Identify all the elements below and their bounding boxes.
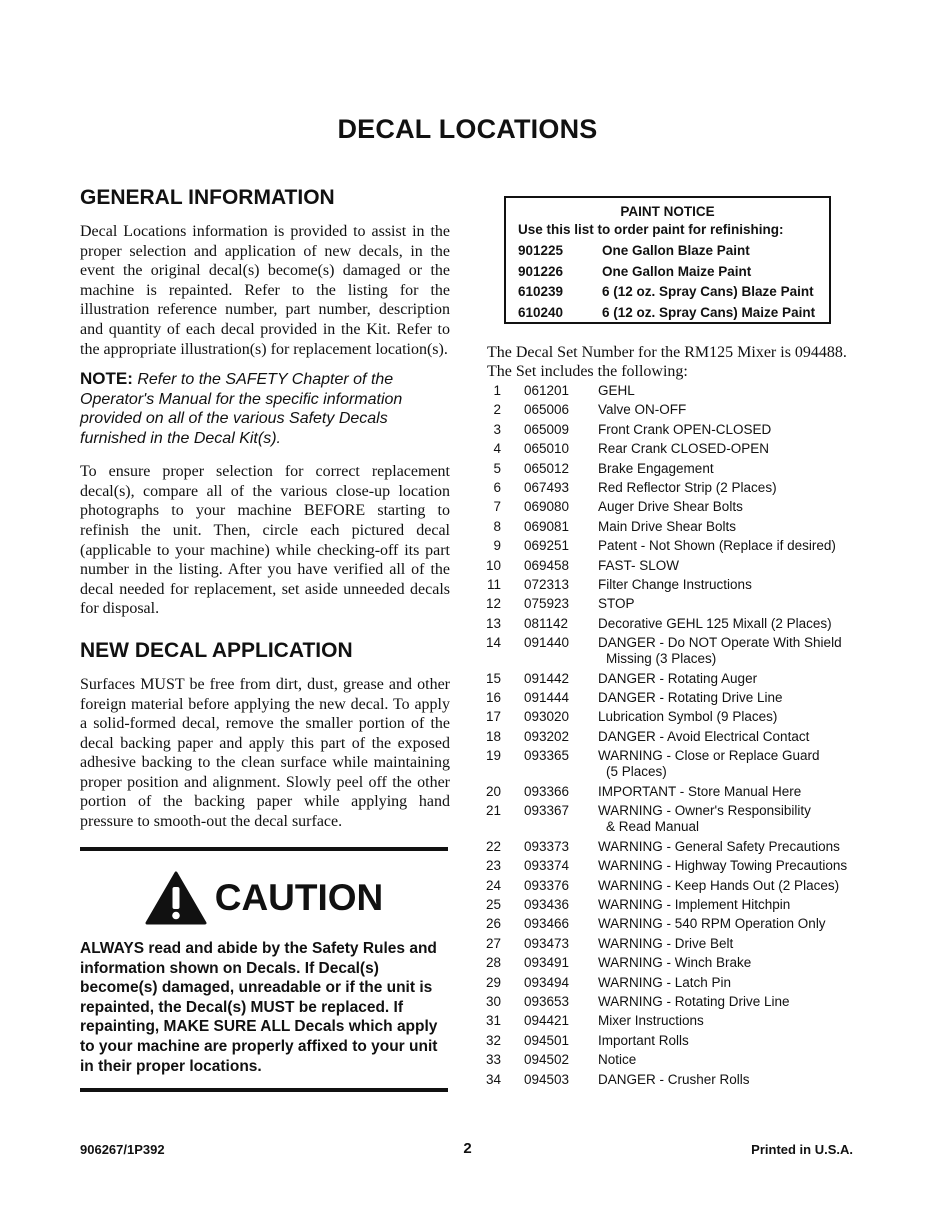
paint-notice-title: PAINT NOTICE [620, 204, 715, 219]
decal-description: DANGER - Do NOT Operate With Shield [598, 635, 842, 651]
decal-row [478, 784, 878, 800]
caution-text: ALWAYS read and abide by the Safety Rules and information shown on Decals. If Decal(s) become(s) damaged, unreadable or if the unit is repainted, the Decal(s) MUST be replaced. If repainting, MAKE SURE ALL Decals which apply to your machine are properly affixed to your unit in their proper locations. [80, 940, 438, 1075]
decal-description: DANGER - Crusher Rolls [598, 1071, 750, 1087]
caution-box [80, 847, 448, 1092]
decal-row [478, 839, 878, 855]
decal-description-cell [598, 803, 868, 835]
decal-set-intro [487, 343, 867, 381]
decal-part-number: 065012 [524, 460, 570, 476]
page-title: DECAL LOCATIONS [337, 114, 598, 144]
decal-description-cell [598, 975, 868, 991]
decal-description-cell [598, 1072, 868, 1088]
decal-part-number: 093491 [524, 955, 570, 971]
general-information-paragraph-2: To ensure proper selection for correct replacement decal(s), compare all of the various close-up location photographs to your machine BEFORE starting to refinish the unit. Then, circle each pictured decal (applicable to your machine) while checking-off its part number in the listing. After you have verified all of the decal needed for replacement, set aside unneeded decals for disposal. [80, 463, 450, 618]
general-information-heading: GENERAL INFORMATION [80, 186, 335, 209]
decal-description-cell [598, 994, 868, 1010]
decal-part-number: 065009 [524, 421, 570, 437]
decal-description-cell [598, 1033, 868, 1049]
decal-description: Rear Crank CLOSED-OPEN [598, 441, 770, 457]
decal-description: GEHL [598, 383, 635, 398]
decal-index: 33 [485, 1052, 501, 1068]
decal-description-continued: (5 Places) [606, 764, 667, 780]
decal-description: Decorative GEHL 125 Mixall (2 Places) [598, 615, 832, 631]
paint-part-number: 901226 [518, 263, 564, 279]
left-column [80, 186, 450, 842]
decal-description: Notice [598, 1052, 637, 1068]
decal-index: 26 [485, 916, 501, 932]
decal-description-cell [598, 461, 868, 477]
note-block [80, 369, 450, 448]
decal-part-number: 093374 [524, 858, 570, 874]
decal-index: 22 [485, 838, 501, 854]
decal-description: WARNING - Latch Pin [598, 974, 732, 990]
decal-part-number: 067493 [524, 479, 570, 495]
decal-part-number: 091444 [524, 690, 570, 706]
decal-part-number: 093473 [524, 935, 570, 951]
decal-row [478, 402, 878, 418]
decal-part-number: 075923 [524, 596, 570, 612]
decal-row [478, 1072, 878, 1088]
decal-index: 27 [485, 935, 501, 951]
decal-index: 30 [485, 993, 501, 1009]
decal-index: 13 [485, 615, 501, 631]
decal-row [478, 616, 878, 632]
paint-description: 6 (12 oz. Spray Cans) Blaze Paint [602, 284, 814, 299]
decal-description: WARNING - Rotating Drive Line [598, 993, 790, 1009]
decal-description: DANGER - Avoid Electrical Contact [598, 728, 810, 744]
decal-list [478, 383, 878, 1091]
decal-description: Front Crank OPEN-CLOSED [598, 421, 772, 437]
decal-part-number: 081142 [524, 615, 569, 631]
footer-page-number: 2 [463, 1140, 472, 1157]
decal-index: 15 [485, 670, 501, 686]
decal-index: 20 [485, 783, 501, 799]
decal-description-cell [598, 839, 868, 855]
decal-description-cell [598, 936, 868, 952]
footer-doc-number: 906267/1P392 [80, 1142, 165, 1157]
decal-part-number: 065006 [524, 402, 570, 418]
decal-description: WARNING - Owner's Responsibility [598, 803, 811, 819]
decal-part-number: 091440 [524, 635, 570, 651]
decal-part-number: 093436 [524, 896, 570, 912]
decal-description: WARNING - Close or Replace Guard [598, 748, 820, 764]
decal-description: Mixer Instructions [598, 1013, 704, 1029]
decal-row [478, 858, 878, 874]
decal-description: WARNING - Implement Hitchpin [598, 896, 791, 912]
decal-row [478, 709, 878, 725]
decal-part-number: 093373 [524, 838, 570, 854]
paint-notice-subtitle: Use this list to order paint for refinishing: [518, 222, 784, 237]
decal-description-cell [598, 784, 868, 800]
decal-part-number: 093020 [524, 709, 570, 725]
decal-description-continued: & Read Manual [606, 819, 700, 835]
paint-notice-row [518, 241, 829, 262]
paint-notice-row [518, 282, 829, 303]
decal-description-cell [598, 577, 868, 593]
paint-notice-row [518, 262, 829, 283]
decal-part-number: 069081 [524, 518, 570, 534]
decal-row [478, 671, 878, 687]
decal-index: 8 [493, 518, 501, 534]
decal-part-number: 093365 [524, 748, 570, 764]
decal-description-cell [598, 441, 868, 457]
decal-row [478, 538, 878, 554]
decal-index: 11 [486, 576, 501, 592]
decal-description-cell [598, 480, 868, 496]
decal-row [478, 748, 878, 780]
decal-index: 10 [485, 557, 501, 573]
decal-row [478, 1013, 878, 1029]
decal-description: WARNING - Drive Belt [598, 935, 734, 951]
decal-index: 21 [485, 803, 501, 819]
decal-part-number: 093376 [524, 877, 570, 893]
new-decal-application-paragraph: Surfaces MUST be free from dirt, dust, grease and other foreign material before applying the new decal. To apply a solid-formed decal, remove the smaller portion of the decal backing paper and apply this part of the exposed adhesive backing to the clean surface while maintaining proper position and alignment. Slowly peel off the other portion of the backing paper while applying hand pressure to smooth-out the decal surface. [80, 675, 450, 831]
decal-row [478, 499, 878, 515]
decal-description: WARNING - General Safety Precautions [598, 838, 840, 854]
decal-description-cell [598, 1052, 868, 1068]
decal-part-number: 094502 [524, 1052, 570, 1068]
decal-description-cell [598, 538, 868, 554]
decal-description: Auger Drive Shear Bolts [598, 499, 743, 515]
decal-description-cell [598, 635, 868, 667]
decal-index: 24 [485, 877, 501, 893]
decal-row [478, 878, 878, 894]
decal-index: 31 [485, 1013, 501, 1029]
decal-part-number: 093466 [524, 916, 570, 932]
decal-description-cell [598, 402, 868, 418]
decal-description-cell [598, 897, 868, 913]
decal-row [478, 936, 878, 952]
note-text: Refer to the SAFETY Chapter of the Operator's Manual for the specific information provided on all of the various Safety Decals furnished in the Decal Kit(s). [80, 371, 403, 447]
paint-part-number: 610239 [518, 284, 564, 299]
decal-row [478, 596, 878, 612]
decal-description-continued: Missing (3 Places) [606, 651, 717, 667]
decal-row [478, 480, 878, 496]
decal-row [478, 635, 878, 667]
decal-description: Main Drive Shear Bolts [598, 518, 737, 534]
decal-part-number: 093494 [524, 974, 570, 990]
decal-row [478, 1033, 878, 1049]
paint-notice-row [518, 303, 829, 324]
decal-description-cell [598, 709, 868, 725]
decal-row [478, 994, 878, 1010]
decal-description: Lubrication Symbol (9 Places) [598, 709, 778, 725]
decal-index: 5 [493, 460, 501, 476]
decal-index: 14 [485, 635, 501, 651]
warning-triangle-icon [145, 871, 207, 925]
decal-part-number: 094421 [524, 1013, 570, 1029]
decal-part-number: 093653 [524, 993, 570, 1009]
decal-index: 1 [493, 383, 501, 398]
decal-description: DANGER - Rotating Drive Line [598, 690, 783, 706]
paint-notice-box [504, 196, 831, 324]
paint-part-number: 901225 [518, 243, 564, 258]
decal-index: 4 [493, 441, 501, 457]
decal-part-number: 093366 [524, 783, 570, 799]
caution-top-rule [80, 847, 448, 851]
decal-description-cell [598, 422, 868, 438]
paint-description: One Gallon Blaze Paint [602, 243, 750, 258]
decal-index: 28 [485, 955, 501, 971]
caution-label: CAUTION [214, 877, 384, 918]
decal-index: 32 [485, 1032, 501, 1048]
decal-index: 25 [485, 896, 501, 912]
decal-row [478, 383, 878, 399]
decal-row [478, 1052, 878, 1068]
decal-description-cell [598, 690, 868, 706]
general-information-paragraph-1: Decal Locations information is provided to assist in the proper selection and application of new decals, in the event the original decal(s) become(s) damaged or the machine is repainted. Refer to the listing for the illustration reference number, part number, description and quantity of each decal provided in the Kit. Refer to the appropriate illustration(s) for replacement location(s). [80, 223, 450, 358]
decal-row [478, 577, 878, 593]
decal-part-number: 094501 [524, 1032, 570, 1048]
decal-index: 17 [485, 709, 501, 725]
decal-part-number: 093202 [524, 728, 570, 744]
paint-description: 6 (12 oz. Spray Cans) Maize Paint [602, 304, 816, 320]
decal-index: 29 [485, 974, 501, 990]
decal-description: STOP [598, 596, 635, 612]
decal-description: WARNING - Keep Hands Out (2 Places) [598, 877, 840, 893]
decal-part-number: 065010 [524, 441, 570, 457]
paint-description: One Gallon Maize Paint [602, 263, 752, 279]
decal-index: 18 [485, 728, 501, 744]
decal-row [478, 422, 878, 438]
decal-description: WARNING - 540 RPM Operation Only [598, 916, 826, 932]
decal-description: Patent - Not Shown (Replace if desired) [598, 538, 836, 554]
footer-printed: Printed in U.S.A. [751, 1142, 853, 1157]
decal-index: 9 [493, 538, 501, 554]
decal-description-cell [598, 596, 868, 612]
decal-row [478, 916, 878, 932]
decal-description-cell [598, 519, 868, 535]
paint-part-number: 610240 [518, 304, 564, 320]
decal-description-cell [598, 616, 868, 632]
decal-row [478, 897, 878, 913]
decal-set-intro-line-2: The Set includes the following: [487, 363, 688, 380]
decal-row [478, 729, 878, 745]
decal-index: 34 [485, 1071, 501, 1087]
decal-description: Brake Engagement [598, 460, 714, 476]
decal-set-intro-line-1: The Decal Set Number for the RM125 Mixer is 094488. [487, 344, 847, 361]
caution-header [80, 871, 448, 925]
decal-index: 2 [493, 402, 501, 418]
decal-description: FAST- SLOW [598, 557, 680, 573]
decal-description-cell [598, 748, 868, 780]
decal-part-number: 072313 [524, 576, 570, 592]
decal-description-cell [598, 878, 868, 894]
decal-description: Valve ON-OFF [598, 402, 687, 418]
decal-description-cell [598, 671, 868, 687]
decal-description: Important Rolls [598, 1032, 689, 1048]
decal-description-cell [598, 558, 868, 574]
decal-part-number: 061201 [524, 383, 570, 398]
decal-part-number: 093367 [524, 803, 570, 819]
decal-description: WARNING - Winch Brake [598, 955, 752, 971]
decal-part-number: 069251 [524, 538, 570, 554]
decal-description-cell [598, 858, 868, 874]
decal-row [478, 461, 878, 477]
caution-bottom-rule [80, 1088, 448, 1092]
decal-row [478, 519, 878, 535]
decal-description: Red Reflector Strip (2 Places) [598, 479, 777, 495]
decal-row [478, 558, 878, 574]
decal-description: DANGER - Rotating Auger [598, 670, 758, 686]
decal-description-cell [598, 1013, 868, 1029]
decal-index: 23 [485, 858, 501, 874]
decal-row [478, 690, 878, 706]
decal-part-number: 091442 [524, 670, 570, 686]
decal-description-cell [598, 383, 868, 399]
paint-notice-list [518, 241, 829, 323]
new-decal-application-heading: NEW DECAL APPLICATION [80, 638, 353, 662]
decal-row [478, 955, 878, 971]
decal-index: 3 [493, 421, 501, 437]
decal-part-number: 069080 [524, 499, 570, 515]
decal-row [478, 441, 878, 457]
decal-description: WARNING - Highway Towing Precautions [598, 858, 848, 874]
decal-description-cell [598, 955, 868, 971]
decal-description-cell [598, 499, 868, 515]
decal-description-cell [598, 916, 868, 932]
decal-part-number: 094503 [524, 1071, 570, 1087]
decal-index: 12 [485, 596, 501, 612]
decal-row [478, 803, 878, 835]
decal-index: 16 [485, 690, 501, 706]
decal-description-cell [598, 729, 868, 745]
decal-description: IMPORTANT - Store Manual Here [598, 783, 802, 799]
decal-index: 7 [493, 499, 501, 515]
decal-index: 19 [485, 748, 501, 764]
decal-description: Filter Change Instructions [598, 576, 752, 592]
note-label: NOTE: [80, 369, 133, 389]
decal-row [478, 975, 878, 991]
decal-part-number: 069458 [524, 557, 570, 573]
decal-index: 6 [493, 479, 501, 495]
